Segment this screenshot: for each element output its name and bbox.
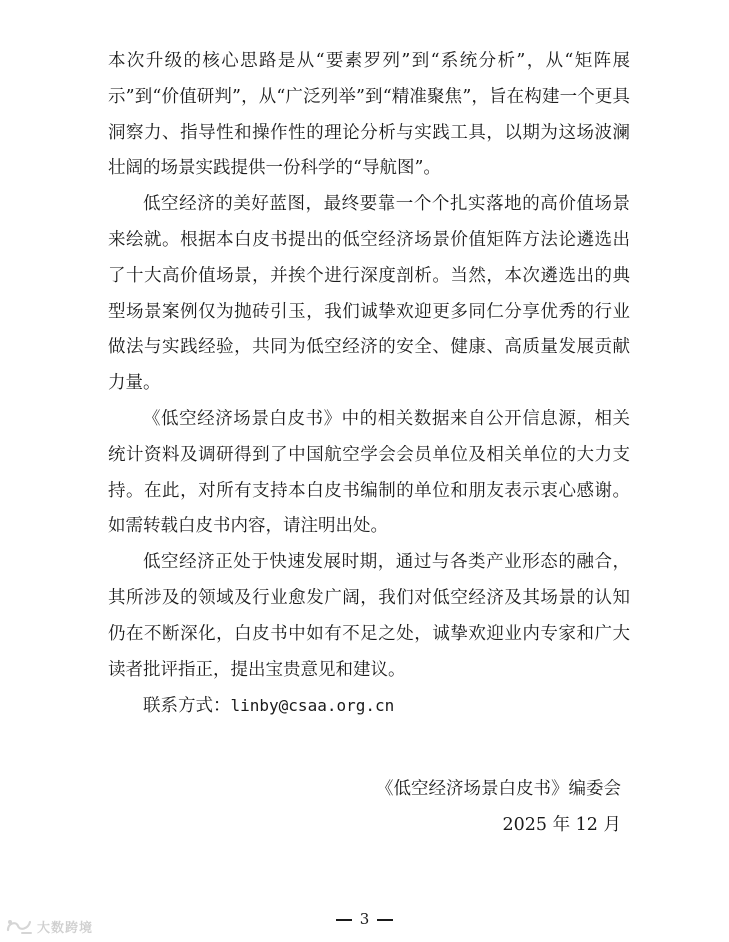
footer-dash-right (377, 919, 393, 921)
contact-label: 联系方式： (143, 696, 231, 717)
page-footer (0, 910, 729, 928)
watermark-text: 大数跨境 (37, 920, 94, 936)
signature-block (376, 772, 621, 844)
paragraph-data-source: 《低空经济场景白皮书》中的相关数据来自公开信息源，相关统计资料及调研得到了中国航空学会会员单位及相关单位的大力支持。在此，对所有支持本白皮书编制的单位和朋友表示衷心感谢。如需转载白皮书内容，请注明出处。 (108, 408, 630, 537)
signature-org: 《低空经济场景白皮书》编委会 (376, 779, 621, 799)
page-number: 3 (359, 910, 370, 928)
paragraph-blueprint: 低空经济的美好蓝图，最终要靠一个个扎实落地的高价值场景来绘就。根据本白皮书提出的低空经济场景价值矩阵方法论遴选出了十大高价值场景，并挨个进行深度剖析。当然，本次遴选出的典型场景案例仅为抛砖引玉，我们诚挚欢迎更多同仁分享优秀的行业做法与实践经验，共同为低空经济的安全、健康、高质量发展贡献力量。 (108, 194, 630, 394)
body-text (108, 44, 630, 725)
contact-email: linby@csaa.org.cn (230, 696, 395, 716)
signature-date: 2025 年 12 月 (502, 814, 621, 835)
paragraph-feedback: 低空经济正处于快速发展时期，通过与各类产业形态的融合，其所涉及的领域及行业愈发广阔，我们对低空经济及其场景的认知仍在不断深化，白皮书中如有不足之处，诚挚欢迎业内专家和广大读者批评指正，提出宝贵意见和建议。 (108, 552, 630, 680)
paragraph-upgrade-idea: 本次升级的核心思路是从“要素罗列”到“系统分析”，从“矩阵展示”到“价值研判”，从“广泛列举”到“精准聚焦”，旨在构建一个更具洞察力、指导性和操作性的理论分析与实践工具，以期为这场波澜壮阔的场景实践提供一份科学的“导航图”。 (108, 51, 630, 179)
logo-mark-icon (4, 916, 34, 936)
watermark (4, 916, 93, 936)
contact-line (108, 688, 630, 725)
footer-dash-left (336, 919, 352, 921)
